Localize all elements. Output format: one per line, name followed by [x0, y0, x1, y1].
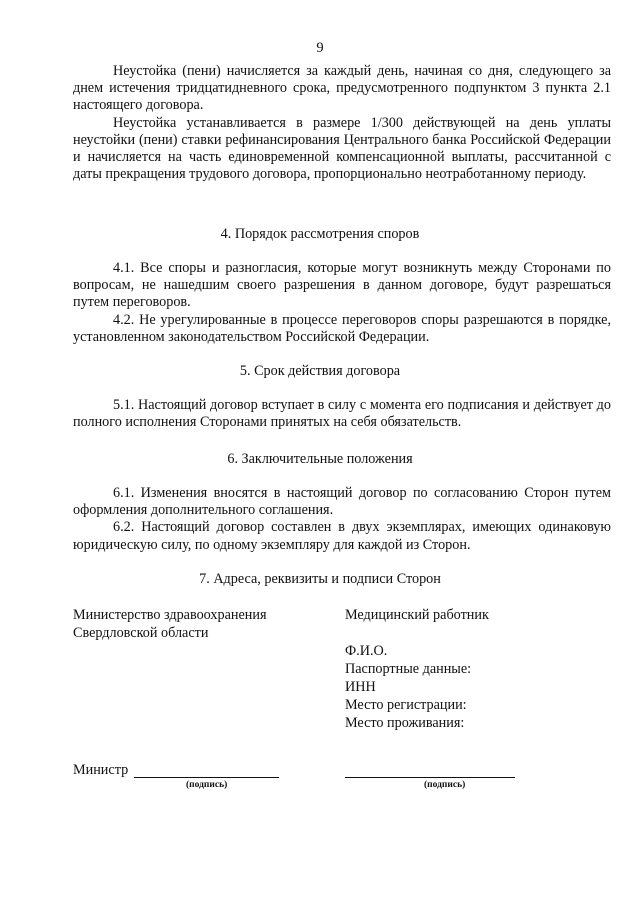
spacer [345, 624, 489, 642]
penalty-paragraphs [73, 63, 611, 183]
fio-label: Ф.И.О. [345, 643, 388, 659]
paragraph: 4.2. Не урегулированные в процессе переговоров споры разрешаются в порядке, установленном законодательством Российской Федерации. [73, 311, 611, 345]
party-ministry [73, 606, 267, 642]
worker-signature-line [345, 777, 515, 778]
left-signature-caption: (подпись) [186, 780, 228, 790]
section-4-body [73, 260, 611, 346]
registration-label: Место регистрации: [345, 697, 467, 713]
medical-worker-title: Медицинский работник [345, 607, 489, 623]
section-7-heading: 7. Адреса, реквизиты и подписи Сторон [199, 571, 441, 587]
minister-signature-line [134, 777, 279, 778]
ministry-name-line-2: Свердловской области [73, 625, 209, 641]
residence-label: Место проживания: [345, 715, 465, 731]
paragraph: Неустойка (пени) начисляется за каждый день, начиная со дня, следующего за днем истечения тридцатидневного срока, предусмотренного подпунктом 3 пункта 2.1 настоящего договора. [73, 63, 611, 114]
inn-label: ИНН [345, 679, 376, 695]
paragraph: 6.2. Настоящий договор составлен в двух экземплярах, имеющих одинаковую юридическую силу, по одному экземпляру для каждой из Сторон. [73, 519, 611, 553]
paragraph: 4.1. Все споры и разногласия, которые могут возникнуть между Сторонами по вопросам, не нашедшим своего разрешения в данном договоре, будут разрешаться путем переговоров. [73, 260, 611, 311]
section-4-heading: 4. Порядок рассмотрения споров [220, 226, 420, 242]
paragraph: 6.1. Изменения вносятся в настоящий договор по согласованию Сторон путем оформления дополнительного соглашения. [73, 485, 611, 519]
section-6-body [73, 485, 611, 554]
minister-label: Министр [73, 762, 129, 778]
paragraph: 5.1. Настоящий договор вступает в силу с момента его подписания и действует до полного исполнения Сторонами принятых на себя обязательств. [73, 397, 611, 431]
section-5-body [73, 397, 611, 431]
page-number: 9 [316, 40, 324, 56]
section-6-heading: 6. Заключительные положения [227, 451, 413, 467]
passport-label: Паспортные данные: [345, 661, 472, 677]
right-signature-caption: (подпись) [424, 780, 466, 790]
ministry-name-line-1: Министерство здравоохранения [73, 607, 267, 623]
section-5-heading: 5. Срок действия договора [239, 363, 401, 379]
party-medical-worker [345, 606, 489, 732]
paragraph: Неустойка устанавливается в размере 1/300 действующей на день уплаты неустойки (пени) ставки рефинансирования Центрального банка Российской Федерации и начисляется на часть единовременной компенсационной выплаты, рассчитанной с даты прекращения трудового договора, пропорционально неотработанному периоду. [73, 114, 611, 183]
